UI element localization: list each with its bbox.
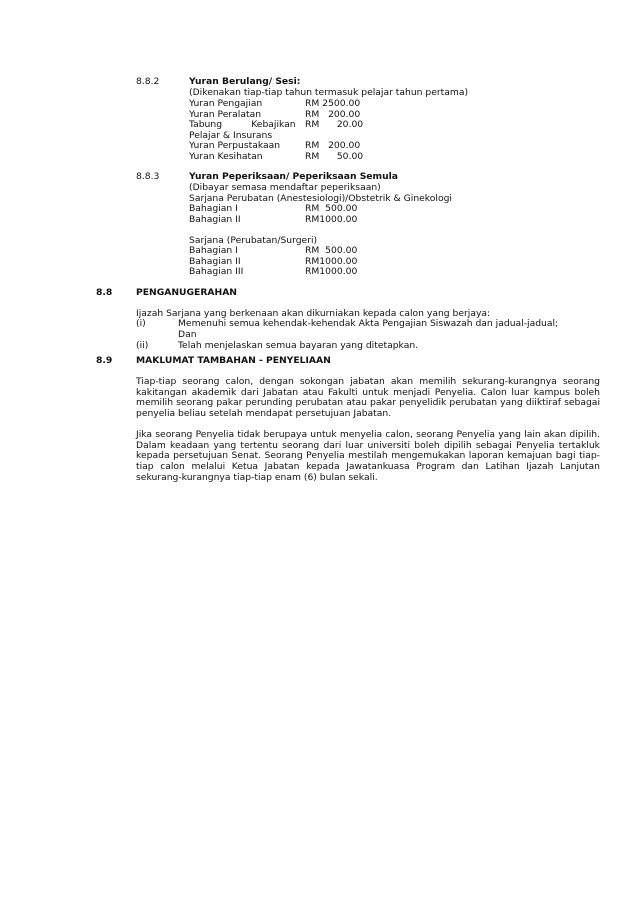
section-8-8-number: 8.8 [96, 287, 113, 298]
section-8-8-intro: Ijazah Sarjana yang berkenaan akan dikurniakan kepada calon yang berjaya: [136, 308, 491, 319]
fee-label: Yuran Perpustakaan [189, 140, 281, 151]
section-8-8-title: PENGANUGERAHAN [136, 287, 237, 298]
section-8-8-2-title: Yuran Berulang/ Sesi: [189, 76, 301, 87]
exam-fee-value: RM1000.00 [305, 214, 358, 225]
section-8-8-3-number: 8.8.3 [136, 171, 160, 182]
fee-value: RM 200.00 [305, 109, 361, 120]
section-8-8-3-title: Yuran Peperiksaan/ Peperiksaan Semula [189, 171, 399, 182]
exam-fee-value: RM1000.00 [305, 266, 358, 277]
section-8-9-number: 8.9 [96, 355, 113, 366]
supervision-paragraph-1: Tiap-tiap seorang calon, dengan sokongan jabatan akan memilih sekurang-kurangnya seorang kakitangan akademik dari Jabatan atau Fakulti untuk menjadi Penyelia. Calon luar kampus boleh memilih seorang pakar perunding perubatan atau pakar penyelidik perubatan yang diiktiraf sebagai penyelia beliau setelah mendapat persetujuan Jabatan. [136, 376, 600, 420]
exam-fee-value: RM 500.00 [305, 245, 358, 256]
award-item-text: Telah menjelaskan semua bayaran yang ditetapkan. [178, 340, 419, 351]
fee-value: RM 200.00 [305, 140, 361, 151]
fee-label: Yuran Kesihatan [189, 151, 263, 162]
supervision-paragraph-2: Jika seorang Penyelia tidak berupaya untuk menyelia calon, seorang Penyelia yang lain akan dipilih. Dalam keadaan yang tertentu seorang dari luar universiti boleh dipilih sebagai Penyelia tertakluk kepada persetujuan Senat. Seorang Penyelia mestilah mengemukakan laporan kemajuan bagi tiap-tiap calon melalui Ketua Jabatan kepada Jawatankuasa Program dan Latihan Ijazah Lanjutan sekurang-kurangnya tiap-tiap enam (6) bulan sekali. [136, 429, 600, 483]
section-8-8-2-note: (Dikenakan tiap-tiap tahun termasuk pelajar tahun pertama) [189, 87, 469, 98]
fee-label: Yuran Peralatan [189, 109, 262, 120]
award-item-text: Dan [178, 329, 197, 340]
exam-fee-label: Bahagian I [189, 203, 238, 214]
section-8-8-2-number: 8.8.2 [136, 76, 160, 87]
fee-label: Yuran Pengajian [189, 98, 263, 109]
fee-value: RM 50.00 [305, 151, 364, 162]
exam-group-title: Sarjana (Perubatan/Surgeri) [189, 235, 318, 246]
exam-group-title: Sarjana Perubatan (Anestesiologi)/Obstetrik & Ginekologi [189, 193, 452, 204]
section-8-9-title: MAKLUMAT TAMBAHAN - PENYELIAAN [136, 355, 331, 366]
award-item-text: Memenuhi semua kehendak-kehendak Akta Pengajian Siswazah dan jadual-jadual; [178, 318, 559, 329]
exam-fee-label: Bahagian III [189, 266, 244, 277]
exam-fee-value: RM1000.00 [305, 256, 358, 267]
exam-fee-label: Bahagian I [189, 245, 238, 256]
fee-value: RM 2500.00 [305, 98, 361, 109]
fee-label: Tabung Kebajikan [189, 119, 296, 130]
fee-label: Pelajar & Insurans [189, 130, 273, 141]
exam-fee-label: Bahagian II [189, 214, 241, 225]
section-8-8-3-note: (Dibayar semasa mendaftar peperiksaan) [189, 182, 381, 193]
award-item-number: (i) [136, 318, 146, 329]
exam-fee-label: Bahagian II [189, 256, 241, 267]
exam-fee-value: RM 500.00 [305, 203, 358, 214]
award-item-number: (ii) [136, 340, 149, 351]
fee-value: RM 20.00 [305, 119, 364, 130]
